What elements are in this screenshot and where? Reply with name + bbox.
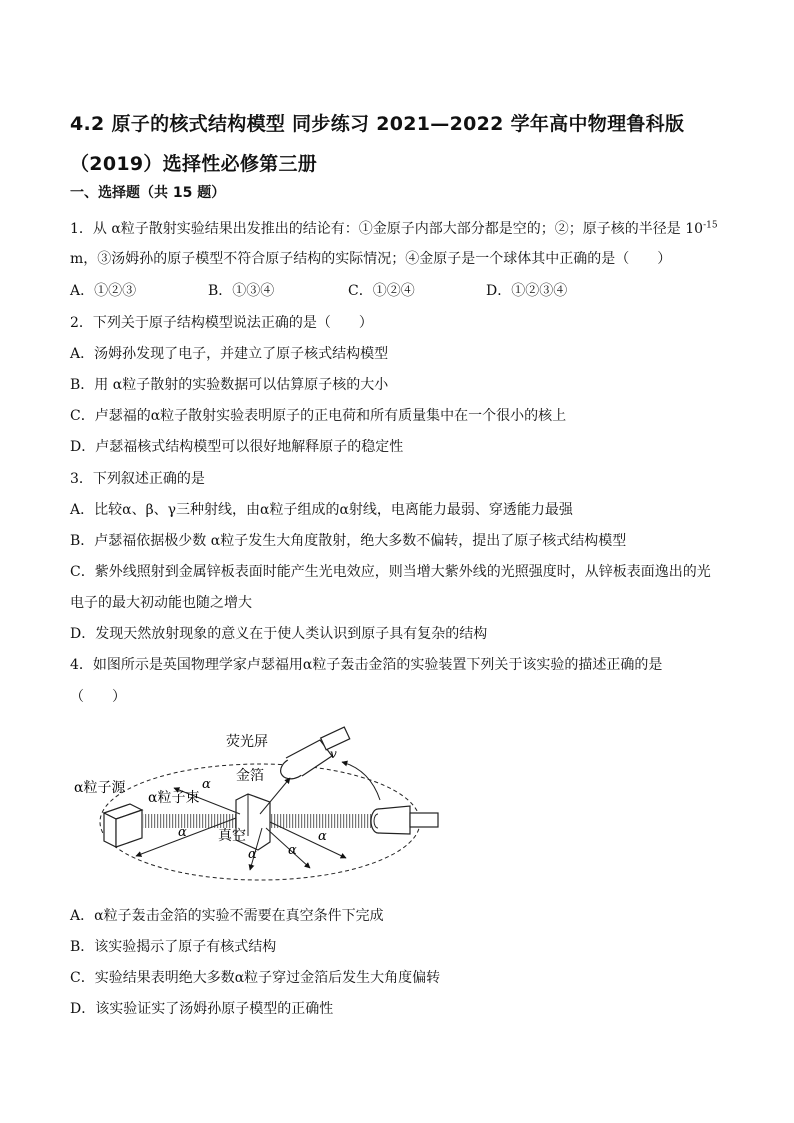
rutherford-apparatus-figure <box>70 718 450 888</box>
q3-stem: 3．下列叙述正确的是 <box>70 471 205 487</box>
label-foil: 金箔 <box>236 768 264 784</box>
q1-line-2: m，③汤姆孙的原子模型不符合原子结构的实际情况；④金原子是一个球体其中正确的是（ ） <box>70 251 672 267</box>
q4-option-a: A．α粒子轰击金箔的实验不需要在真空条件下完成 <box>70 908 384 924</box>
q2-option-a: A．汤姆孙发现了电子，并建立了原子核式结构模型 <box>70 346 389 362</box>
label-v: v <box>330 747 337 761</box>
label-screen: 荧光屏 <box>226 734 268 750</box>
alpha-source-box <box>104 804 142 847</box>
title-line-2: （2019）选择性必修第三册 <box>70 153 318 175</box>
section-heading: 一、选择题（共 15 题） <box>70 185 226 201</box>
q3-option-c-line-2: 电子的最大初动能也随之增大 <box>70 595 252 611</box>
label-vacuum: 真空 <box>218 828 246 844</box>
title-line-1: 4.2 原子的核式结构模型 同步练习 2021—2022 学年高中物理鲁科版 <box>70 113 685 135</box>
q4-option-c: C．实验结果表明绝大多数α粒子穿过金箔后发生大角度偏转 <box>70 970 441 986</box>
detector-right <box>371 806 438 834</box>
rotation-arrow <box>342 762 380 800</box>
q4-stem-line-2: （ ） <box>70 689 126 705</box>
q2-option-c: C．卢瑟福的α粒子散射实验表明原子的正电荷和所有质量集中在一个很小的核上 <box>70 408 567 424</box>
q3-option-d: D．发现天然放射现象的意义在于使人类认识到原子具有复杂的结构 <box>70 626 488 642</box>
q4-option-b: B．该实验揭示了原子有核式结构 <box>70 939 277 955</box>
q1-line-1 <box>70 218 718 238</box>
label-alpha-5: α <box>318 829 327 844</box>
label-alpha-3: α <box>248 847 257 862</box>
label-beam: α粒子束 <box>148 790 200 806</box>
q1-options <box>70 280 567 300</box>
q1-option-a: A．①②③ <box>70 283 137 299</box>
q1-line-1-text: 1．从 α粒子散射实验结果出发推出的结论有：①金原子内部大部分都是空的；②；原子核的半径是 10 <box>70 221 704 237</box>
q3-option-b: B．卢瑟福依据极少数 α粒子发生大角度散射，绝大多数不偏转，提出了原子核式结构模型 <box>70 533 627 549</box>
q1-option-c: C．①②④ <box>348 283 415 299</box>
q1-option-d: D．①②③④ <box>486 283 568 299</box>
label-alpha-2: α <box>178 825 187 840</box>
alpha-arrow-up <box>260 778 290 814</box>
q1-exponent: -15 <box>703 220 718 231</box>
q3-option-a: A．比较α、β、γ三种射线，由α粒子组成的α射线，电离能力最弱、穿透能力最强 <box>70 502 573 518</box>
q4-option-d: D．该实验证实了汤姆孙原子模型的正确性 <box>70 1001 334 1017</box>
q2-option-b: B．用 α粒子散射的实验数据可以估算原子核的大小 <box>70 377 389 393</box>
label-alpha-1: α <box>202 777 211 792</box>
q2-option-d: D．卢瑟福核式结构模型可以很好地解释原子的稳定性 <box>70 439 404 455</box>
label-source: α粒子源 <box>74 780 126 796</box>
q1-option-b: B．①③④ <box>208 283 275 299</box>
q2-stem: 2．下列关于原子结构模型说法正确的是（ ） <box>70 315 373 331</box>
document-title <box>70 104 730 184</box>
q3-option-c-line-1: C．紫外线照射到金属锌板表面时能产生光电效应，则当增大紫外线的光照强度时，从锌板表面逸出的光 <box>70 564 711 580</box>
q4-stem-line-1: 4．如图所示是英国物理学家卢瑟福用α粒子轰击金箔的实验装置下列关于该实验的描述正确的是 <box>70 657 663 673</box>
label-alpha-4: α <box>288 843 297 858</box>
fluorescent-screen-detector <box>277 727 350 783</box>
